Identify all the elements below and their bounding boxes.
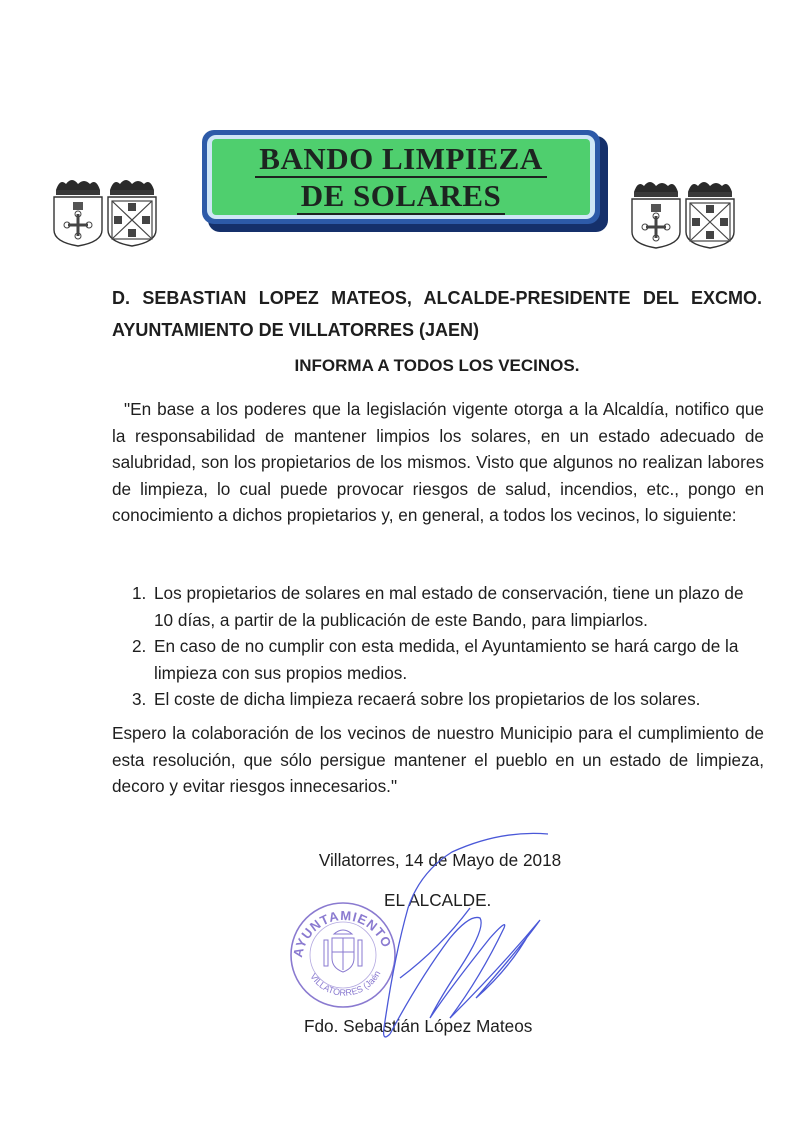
mayor-header-line1: D. SEBASTIAN LOPEZ MATEOS, ALCALDE-PRESIDENTE DEL EXCMO. (112, 288, 762, 308)
banner-title-text2: DE SOLARES (297, 178, 506, 215)
shield-saltire-icon (108, 197, 156, 246)
list-item (132, 580, 764, 633)
shield-saltire-icon (686, 199, 734, 248)
crown-icon (688, 182, 732, 197)
date-place: Villatorres, 14 de Mayo de 2018 (318, 850, 562, 870)
closing-paragraph: Espero la colaboración de los vecinos de nuestro Municipio para el cumplimiento de esta resolución, que sólo persigue mantener el pueblo en un estado de limpieza, decoro y evitar riesgos innecesarios." (112, 723, 764, 797)
crown-icon (110, 180, 154, 195)
crown-icon (634, 182, 678, 197)
shield-cross-icon (632, 199, 680, 248)
stamp-text-bottom: VILLATORRES (Jaén (308, 968, 383, 998)
banner-title-line2 (212, 178, 590, 214)
list-item (132, 686, 764, 713)
signed-by: Fdo. Sebastián López Mateos (304, 1016, 533, 1036)
list-item-number: 1. (132, 583, 147, 603)
shield-cross-icon (54, 197, 102, 246)
banner-title-text1: BANDO LIMPIEZA (255, 141, 546, 178)
list-item (132, 633, 764, 686)
coat-of-arms-left (50, 176, 160, 248)
measures-list (132, 580, 764, 713)
coat-of-arms-right (628, 178, 738, 250)
list-item-text: El coste de dicha limpieza recaerá sobre los propietarios de los solares. (154, 689, 701, 710)
svg-text:AYUNTAMIENTO DE (288, 900, 395, 959)
informa-heading: INFORMA A TODOS LOS VECINOS. (294, 356, 580, 375)
stamp-text-top: AYUNTAMIENTO (290, 907, 395, 959)
coat-of-arms-spain-icon (324, 930, 362, 972)
list-item-text: En caso de no cumplir con esta medida, el Ayuntamiento se hará cargo de la limpieza con sus propios medios. (154, 636, 739, 683)
mayor-header-line2: AYUNTAMIENTO DE VILLATORRES (JAEN) (112, 320, 480, 340)
list-item-number: 3. (132, 689, 147, 710)
banner-title-line1 (212, 141, 590, 177)
intro-paragraph: "En base a los poderes que la legislación vigente otorga a la Alcaldía, notifico que la responsabilidad de mantener limpios los solares, en un estado adecuado de salubridad, son los propietarios de los mismos. Visto que algunos no realizan labores de limpieza, lo cual puede provocar riesgos de salud, incendios, etc., pongo en conocimiento a dichos propietarios y, en general, a todos los vecinos, lo siguiente: (112, 399, 764, 526)
list-item-number: 2. (132, 636, 147, 657)
handwritten-signature (380, 828, 580, 1048)
signer-title: EL ALCALDE. (384, 890, 492, 910)
crown-icon (56, 180, 100, 195)
list-item-text: Los propietarios de solares en mal estado de conservación, tiene un plazo de 10 días, a partir de la publicación de este Bando, para limpiarlos. (154, 583, 744, 630)
